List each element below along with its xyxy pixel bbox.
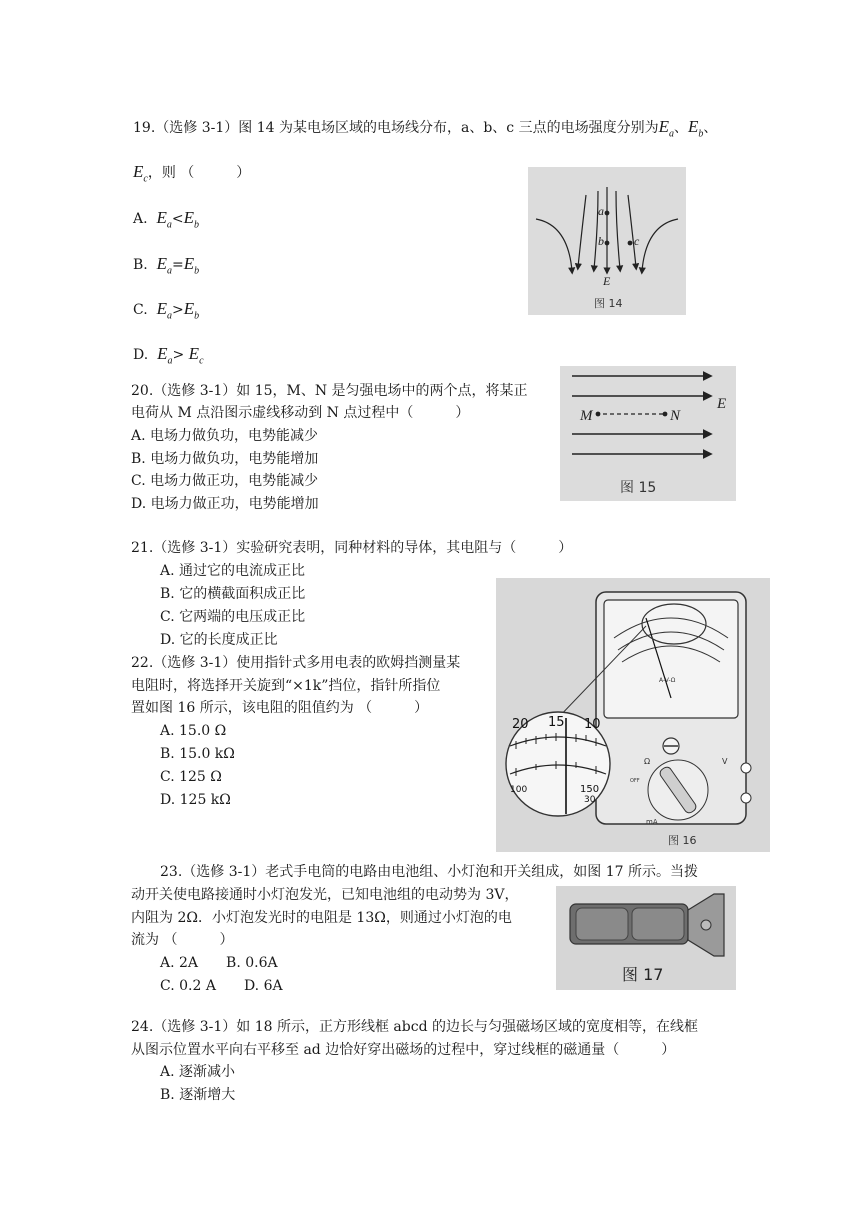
math-Eb: $E_b$ [687, 117, 704, 140]
label-a: a [598, 204, 604, 218]
label-N: N [670, 408, 681, 424]
q20-option-b: B. 电场力做负功，电势能增加 [131, 451, 319, 467]
q24-stem-line1: 24.（选修 3-1）如 18 所示，正方形线框 abcd 的边长与匀强磁场区域的宽度相等，在线框 [131, 1019, 698, 1035]
label-E: E [717, 396, 727, 412]
scale-15: 15 [548, 715, 565, 730]
q21-option-c: C. 它两端的电压成正比 [160, 609, 306, 625]
ma-range-label: mA [646, 818, 658, 826]
label-c: c [634, 234, 640, 248]
volt-range-label: V [722, 757, 728, 766]
q19-option-d: D. $E_a> E_c$ [133, 344, 204, 367]
q23-stem-line4: 流为 （ ） [131, 932, 234, 948]
scale-100: 100 [510, 785, 528, 795]
scale-20: 20 [512, 717, 529, 732]
q23-options-line1: A. 2A B. 0.6A [160, 955, 278, 971]
q21-option-b: B. 它的横截面积成正比 [160, 586, 306, 602]
q20-option-a: A. 电场力做负功，电势能减少 [131, 428, 319, 444]
math-Ea: $E_a$ [658, 117, 674, 140]
q21-option-d: D. 它的长度成正比 [160, 632, 278, 648]
q22-option-b: B. 15.0 kΩ [160, 746, 235, 762]
q19-option-c: C. $E_a>E_b$ [133, 299, 200, 322]
field-lines-diagram [528, 167, 686, 315]
label-b: b [598, 234, 604, 248]
q23-stem-line1: 23.（选修 3-1）老式手电筒的电路由电池组、小灯泡和开关组成，如图 17 所示。当拨 [160, 864, 698, 880]
figure-15 [560, 366, 736, 501]
q19-stem-line2: $E_c$，则 （ ） [133, 162, 251, 185]
ohm-range-label: Ω [644, 757, 651, 766]
q19-stem-line1: 19.（选修 3-1）图 14 为某电场区域的电场线分布，a、b、c 三点的电场强度分别为$E_a$、$E_b$、 [133, 117, 718, 140]
q23-stem-line2: 动开关使电路接通时小灯泡发光，已知电池组的电动势为 3V， [131, 887, 519, 903]
q20-stem-line2: 电荷从 M 点沿图示虚线移动到 N 点过程中（ ） [131, 405, 470, 421]
scale-150: 150 [580, 784, 600, 795]
flashlight-diagram [556, 886, 736, 990]
q22-stem-line3: 置如图 16 所示，该电阻的阻值约为 （ ） [131, 700, 429, 716]
q24-option-b: B. 逐渐增大 [160, 1087, 236, 1103]
q22-option-d: D. 125 kΩ [160, 792, 231, 808]
figure-14-caption: 图 14 [594, 297, 623, 310]
scale-30: 30 [584, 795, 596, 805]
uniform-field-diagram [560, 366, 736, 501]
figure-17-caption: 图 17 [622, 965, 664, 984]
q23-options-line2: C. 0.2 A D. 6A [160, 978, 283, 994]
q20-option-d: D. 电场力做正功，电势能增加 [131, 496, 319, 512]
meter-unit-label: A-V-Ω [659, 677, 676, 684]
q22-option-c: C. 125 Ω [160, 769, 222, 785]
q20-stem-line1: 20.（选修 3-1）如 15，M、N 是匀强电场中的两个点，将某正 [131, 383, 528, 399]
off-label: OFF [630, 778, 640, 784]
label-E: E [603, 274, 611, 288]
scale-10: 10 [584, 717, 601, 732]
q21-option-a: A. 通过它的电流成正比 [160, 563, 306, 579]
q23-stem-line3: 内阻为 2Ω．小灯泡发光时的电阻是 13Ω，则通过小灯泡的电 [131, 910, 512, 926]
figure-16 [496, 578, 770, 852]
q19-option-b: B. $E_a=E_b$ [133, 254, 200, 277]
label-M: M [580, 408, 593, 424]
q19-option-a: A. $E_a<E_b$ [133, 208, 199, 231]
figure-15-caption: 图 15 [620, 480, 657, 496]
q22-stem-line2: 电阻时，将选择开关旋到“×1k”挡位，指针所指位 [131, 678, 441, 694]
figure-16-caption: 图 16 [668, 834, 697, 847]
q24-option-a: A. 逐渐减小 [160, 1064, 236, 1080]
q21-stem: 21.（选修 3-1）实验研究表明，同种材料的导体，其电阻与（ ） [131, 540, 573, 556]
figure-14 [528, 167, 686, 315]
q22-option-a: A. 15.0 Ω [160, 723, 227, 739]
q22-stem-line1: 22.（选修 3-1）使用指针式多用电表的欧姆挡测量某 [131, 655, 461, 671]
multimeter-diagram [496, 578, 770, 852]
q20-option-c: C. 电场力做正功，电势能减少 [131, 473, 319, 489]
q24-stem-line2: 从图示位置水平向右平移至 ad 边恰好穿出磁场的过程中，穿过线框的磁通量（ ） [131, 1042, 676, 1058]
math-Ec: $E_c$ [133, 162, 148, 185]
figure-17 [556, 886, 736, 990]
